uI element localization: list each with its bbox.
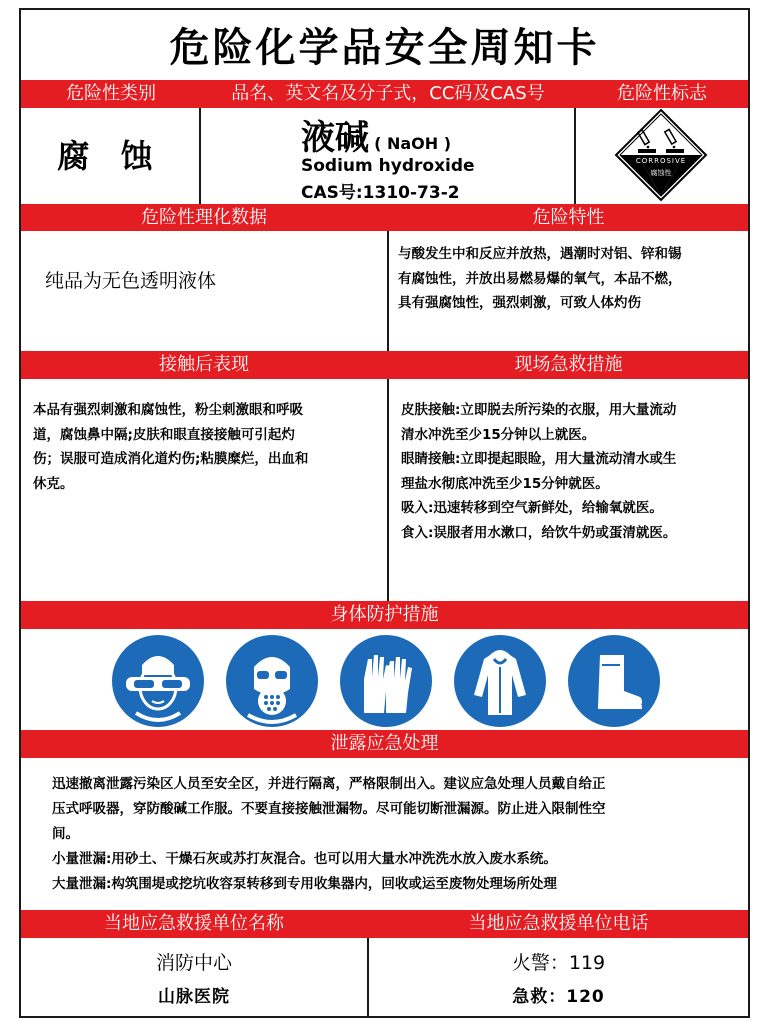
firstaid-title: 现场急救措施: [514, 354, 623, 375]
hazard-title: 危险特性: [532, 207, 605, 228]
gloves-icon: [340, 635, 432, 727]
respirator-icon: [226, 635, 318, 727]
contact-phone: 急救：120: [512, 987, 605, 1007]
text-line: 具有强腐蚀性，强烈刺激，可致人体灼伤: [398, 295, 641, 311]
sign-label-en: CORROSIVE: [635, 157, 687, 165]
text-line: 小量泄漏:用砂土、干燥石灰或苏打灰混合。也可以用大量水冲洗洗水放入废水系统。: [52, 851, 557, 867]
text-line: 清水冲洗至少15分钟以上就医。: [401, 426, 596, 443]
text-line: 本品有强烈刺激和腐蚀性，粉尘刺激眼和呼吸: [33, 402, 303, 418]
goggles-icon: [112, 635, 204, 727]
text-line: 伤；误服可造成消化道灼伤;粘膜糜烂，出血和: [33, 451, 309, 467]
corrosive-sign-icon: [614, 108, 708, 202]
text-line: 皮肤接触:立即脱去所污染的衣服，用大量流动: [401, 402, 677, 418]
exposure-title: 接触后表现: [159, 354, 249, 375]
chemical-name-cn: 液碱: [301, 118, 369, 158]
name-label: 品名、英文名及分子式，CC码及CAS号: [231, 83, 545, 104]
text-line: 道，腐蚀鼻中隔;皮肤和眼直接接触可引起灼: [33, 426, 295, 443]
divider: [387, 231, 389, 351]
text-line: 与酸发生中和反应并放热，遇潮时对铝、锌和锡: [398, 246, 682, 262]
leak-text: [52, 772, 744, 897]
contact-name-title: 当地应急救援单位名称: [104, 913, 284, 934]
text-line: 压式呼吸器，穿防酸碱工作服。不要直接接触泄漏物。尽可能切断泄漏源。防止进入限制性空: [52, 801, 606, 817]
contact-name: 消防中心: [155, 952, 232, 974]
text-line: 间。: [52, 826, 79, 842]
chemical-name-line: [301, 110, 571, 158]
exposure-text: [33, 398, 383, 496]
protective-suit-icon: [454, 635, 546, 727]
ppe-title: 身体防护措施: [21, 601, 748, 629]
contact-phone: 火警：119: [511, 952, 606, 974]
physchem-text: 纯品为无色透明液体: [45, 270, 217, 292]
sign-label: 危险性标志: [617, 83, 707, 104]
text-line: 有腐蚀性，并放出易燃易爆的氧气，本品不燃，: [398, 270, 682, 287]
sign-label-cn: 腐蚀性: [650, 169, 672, 177]
contact-name: 山脉医院: [158, 987, 230, 1007]
cas-number: CAS号:1310-73-2: [301, 183, 460, 203]
text-line: 迅速撤离泄露污染区人员至安全区，并进行隔离，严格限制出入。建议应急处理人员戴自给正: [52, 776, 606, 792]
contact-phone-title: 当地应急救援单位电话: [468, 913, 649, 934]
hazard-text: [398, 242, 743, 316]
chemical-name-en: Sodium hydroxide: [301, 156, 475, 176]
divider: [199, 108, 201, 204]
leak-title: 泄露应急处理: [21, 730, 748, 758]
text-line: 大量泄漏:构筑围堤或挖坑收容泵转移到专用收集器内，回收或运至废物处理场所处理: [52, 876, 557, 892]
category-label: 危险性类别: [66, 83, 156, 104]
chemical-formula: ( NaOH ): [374, 134, 452, 153]
firstaid-text: [401, 398, 746, 545]
text-line: 眼睛接触:立即提起眼睑，用大量流动清水或生: [401, 451, 677, 467]
text-line: 理盐水彻底冲洗至少15分钟就医。: [401, 475, 609, 492]
divider: [387, 379, 389, 601]
hazard-category: 腐 蚀: [57, 137, 163, 175]
safety-card: [19, 8, 750, 1018]
text-line: 食入:误服者用水漱口，给饮牛奶或蛋清就医。: [401, 524, 677, 541]
boots-icon: [568, 635, 660, 727]
card-title: 危险化学品安全周知卡: [169, 25, 600, 71]
divider: [574, 108, 576, 204]
physchem-title: 危险性理化数据: [141, 207, 267, 228]
text-line: 休克。: [33, 475, 74, 492]
text-line: 吸入:迅速转移到空气新鲜处，给输氧就医。: [401, 500, 663, 516]
